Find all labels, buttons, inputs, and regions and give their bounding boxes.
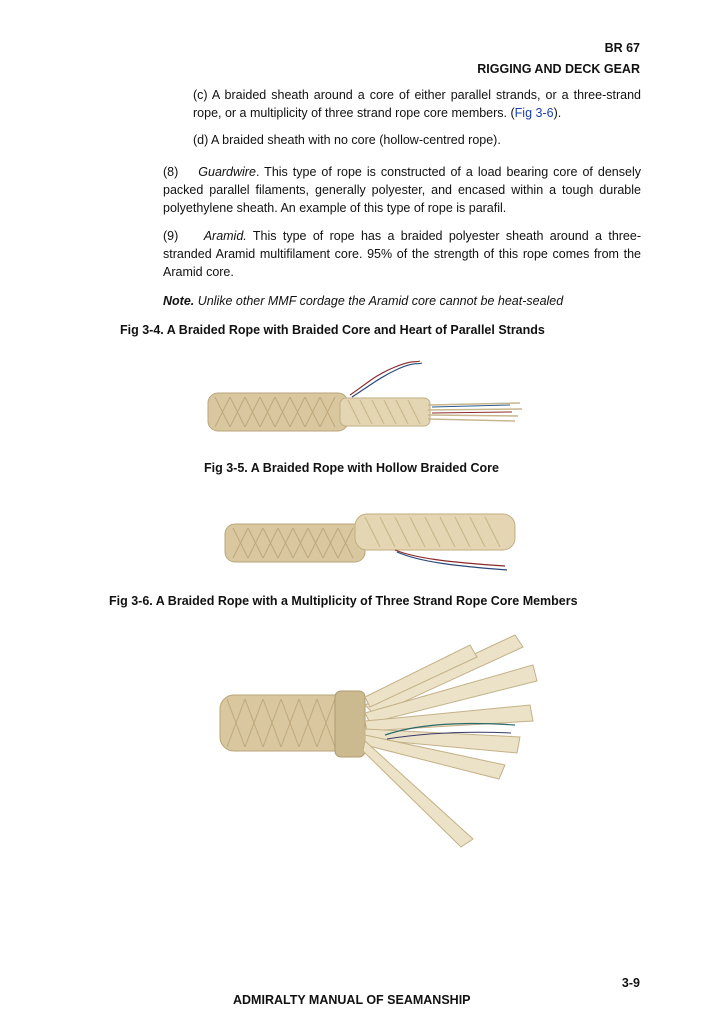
paragraph-d: (d) A braided sheath with no core (hollow-centred rope). (193, 133, 501, 147)
document-code: BR 67 (604, 41, 640, 55)
fig-3-4-caption: Fig 3-4. A Braided Rope with Braided Core and Heart of Parallel Strands (120, 323, 545, 337)
note (163, 292, 641, 310)
fig-3-5-image (215, 492, 525, 577)
fig-3-4-image (200, 355, 535, 440)
paragraph-c-suffix: ). (553, 106, 562, 120)
paragraph-c (193, 86, 641, 122)
paragraph-c-text: (c) A braided sheath around a core of either parallel strands, or a three-strand rope, or a multiplicity of three strand rope core members. ( (193, 88, 641, 120)
paragraph-8 (163, 163, 641, 217)
fig-3-6-link[interactable]: Fig 3-6 (514, 106, 554, 120)
note-text: Unlike other MMF cordage the Aramid core cannot be heat-sealed (194, 294, 564, 308)
paragraph-9 (163, 227, 641, 281)
paragraph-8-term: Guardwire (198, 165, 256, 179)
paragraph-8-number: (8) (163, 165, 179, 179)
paragraph-9-text: This type of rope has a braided polyester sheath around a three-stranded Aramid multifilament core. 95% of the strength of this rope comes from the Aramid core. (163, 229, 641, 279)
page-number: 3-9 (621, 976, 640, 990)
section-title: RIGGING AND DECK GEAR (477, 62, 640, 76)
paragraph-8-text: . This type of rope is constructed of a load bearing core of densely packed parallel filaments, generally polyester, and encased within a tough durable polyethylene sheath. An example of this type of rope is parafil. (163, 165, 641, 215)
fig-3-5-caption: Fig 3-5. A Braided Rope with Hollow Braided Core (204, 461, 499, 475)
fig-3-6-image (215, 625, 555, 855)
fig-3-6-caption: Fig 3-6. A Braided Rope with a Multiplicity of Three Strand Rope Core Members (109, 594, 578, 608)
note-label: Note. (163, 294, 195, 308)
paragraph-9-number: (9) (163, 229, 179, 243)
manual-title: ADMIRALTY MANUAL OF SEAMANSHIP (233, 993, 471, 1007)
paragraph-9-term: Aramid. (203, 229, 247, 243)
